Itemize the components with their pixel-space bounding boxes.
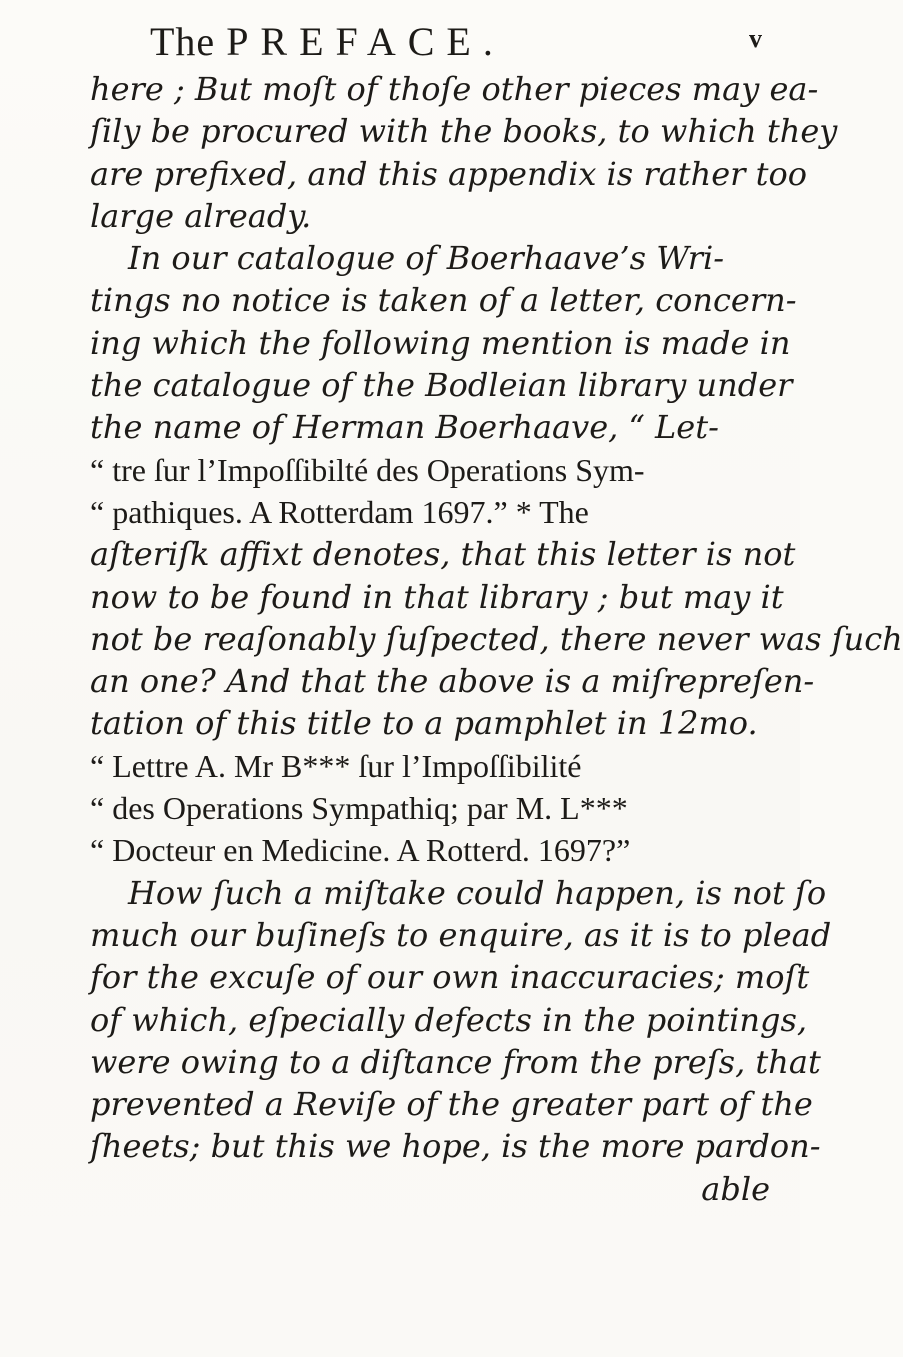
text-line: “ des Operations Sympathiq; par M. L***: [90, 790, 628, 827]
text-line: the catalogue of the Bodleian library under: [90, 366, 793, 405]
text-line: tings no notice is taken of a letter, concern-: [90, 281, 797, 320]
running-head-the: The: [150, 19, 227, 64]
text-line: now to be found in that library ; but may it: [90, 577, 784, 616]
text-line: for the excuſe of our own inaccuracies; moſt: [90, 958, 810, 997]
text-line: were owing to a diſtance from the preſs, that: [90, 1042, 821, 1081]
text-line: ing which the following mention is made in: [90, 323, 791, 362]
catchword: able: [701, 1169, 770, 1208]
text-line: of which, eſpecially defects in the pointings,: [90, 1000, 808, 1039]
signature-mark: v: [749, 24, 762, 53]
text-line: “ pathiques. A Rotterdam 1697.” * The: [90, 493, 589, 530]
text-line: “ tre ſur l’Impoſſibilté des Operations Sym-: [90, 451, 645, 488]
text-line: aſteriſk affixt denotes, that this letter is not: [90, 535, 796, 574]
text-line: the name of Herman Boerhaave, “ Let-: [90, 408, 719, 447]
text-line: How ſuch a miſtake could happen, is not ſo: [128, 873, 827, 912]
text-line: here ; But moſt of thoſe other pieces may ea-: [90, 70, 819, 108]
text-line: large already.: [90, 196, 312, 235]
running-head: [150, 18, 505, 65]
text-line: are prefixed, and this appendix is rather too: [90, 154, 807, 193]
page-header: [0, 18, 800, 68]
text-line: “ Lettre A. Mr B*** ſur l’Impoſſibilité: [90, 747, 582, 784]
text-line: “ Docteur en Medicine. A Rotterd. 1697?”: [90, 832, 631, 869]
text-line: ſily be procured with the books, to which they: [90, 112, 838, 151]
text-line: prevented a Reviſe of the greater part of the: [90, 1085, 813, 1124]
text-line: much our buſineſs to enquire, as it is to plead: [90, 915, 832, 954]
text-line: an one? And that the above is a miſrepreſen-: [90, 662, 815, 701]
body-text: [90, 68, 903, 1210]
text-line: ſheets; but this we hope, is the more pardon-: [90, 1127, 821, 1166]
text-line: tation of this title to a pamphlet in 12mo.: [90, 704, 758, 743]
text-line: In our catalogue of Boerhaave’s Wri-: [128, 239, 725, 278]
running-head-title: PREFACE.: [226, 19, 505, 64]
text-line: not be reaſonably ſuſpected, there never was ſuch: [90, 619, 903, 658]
